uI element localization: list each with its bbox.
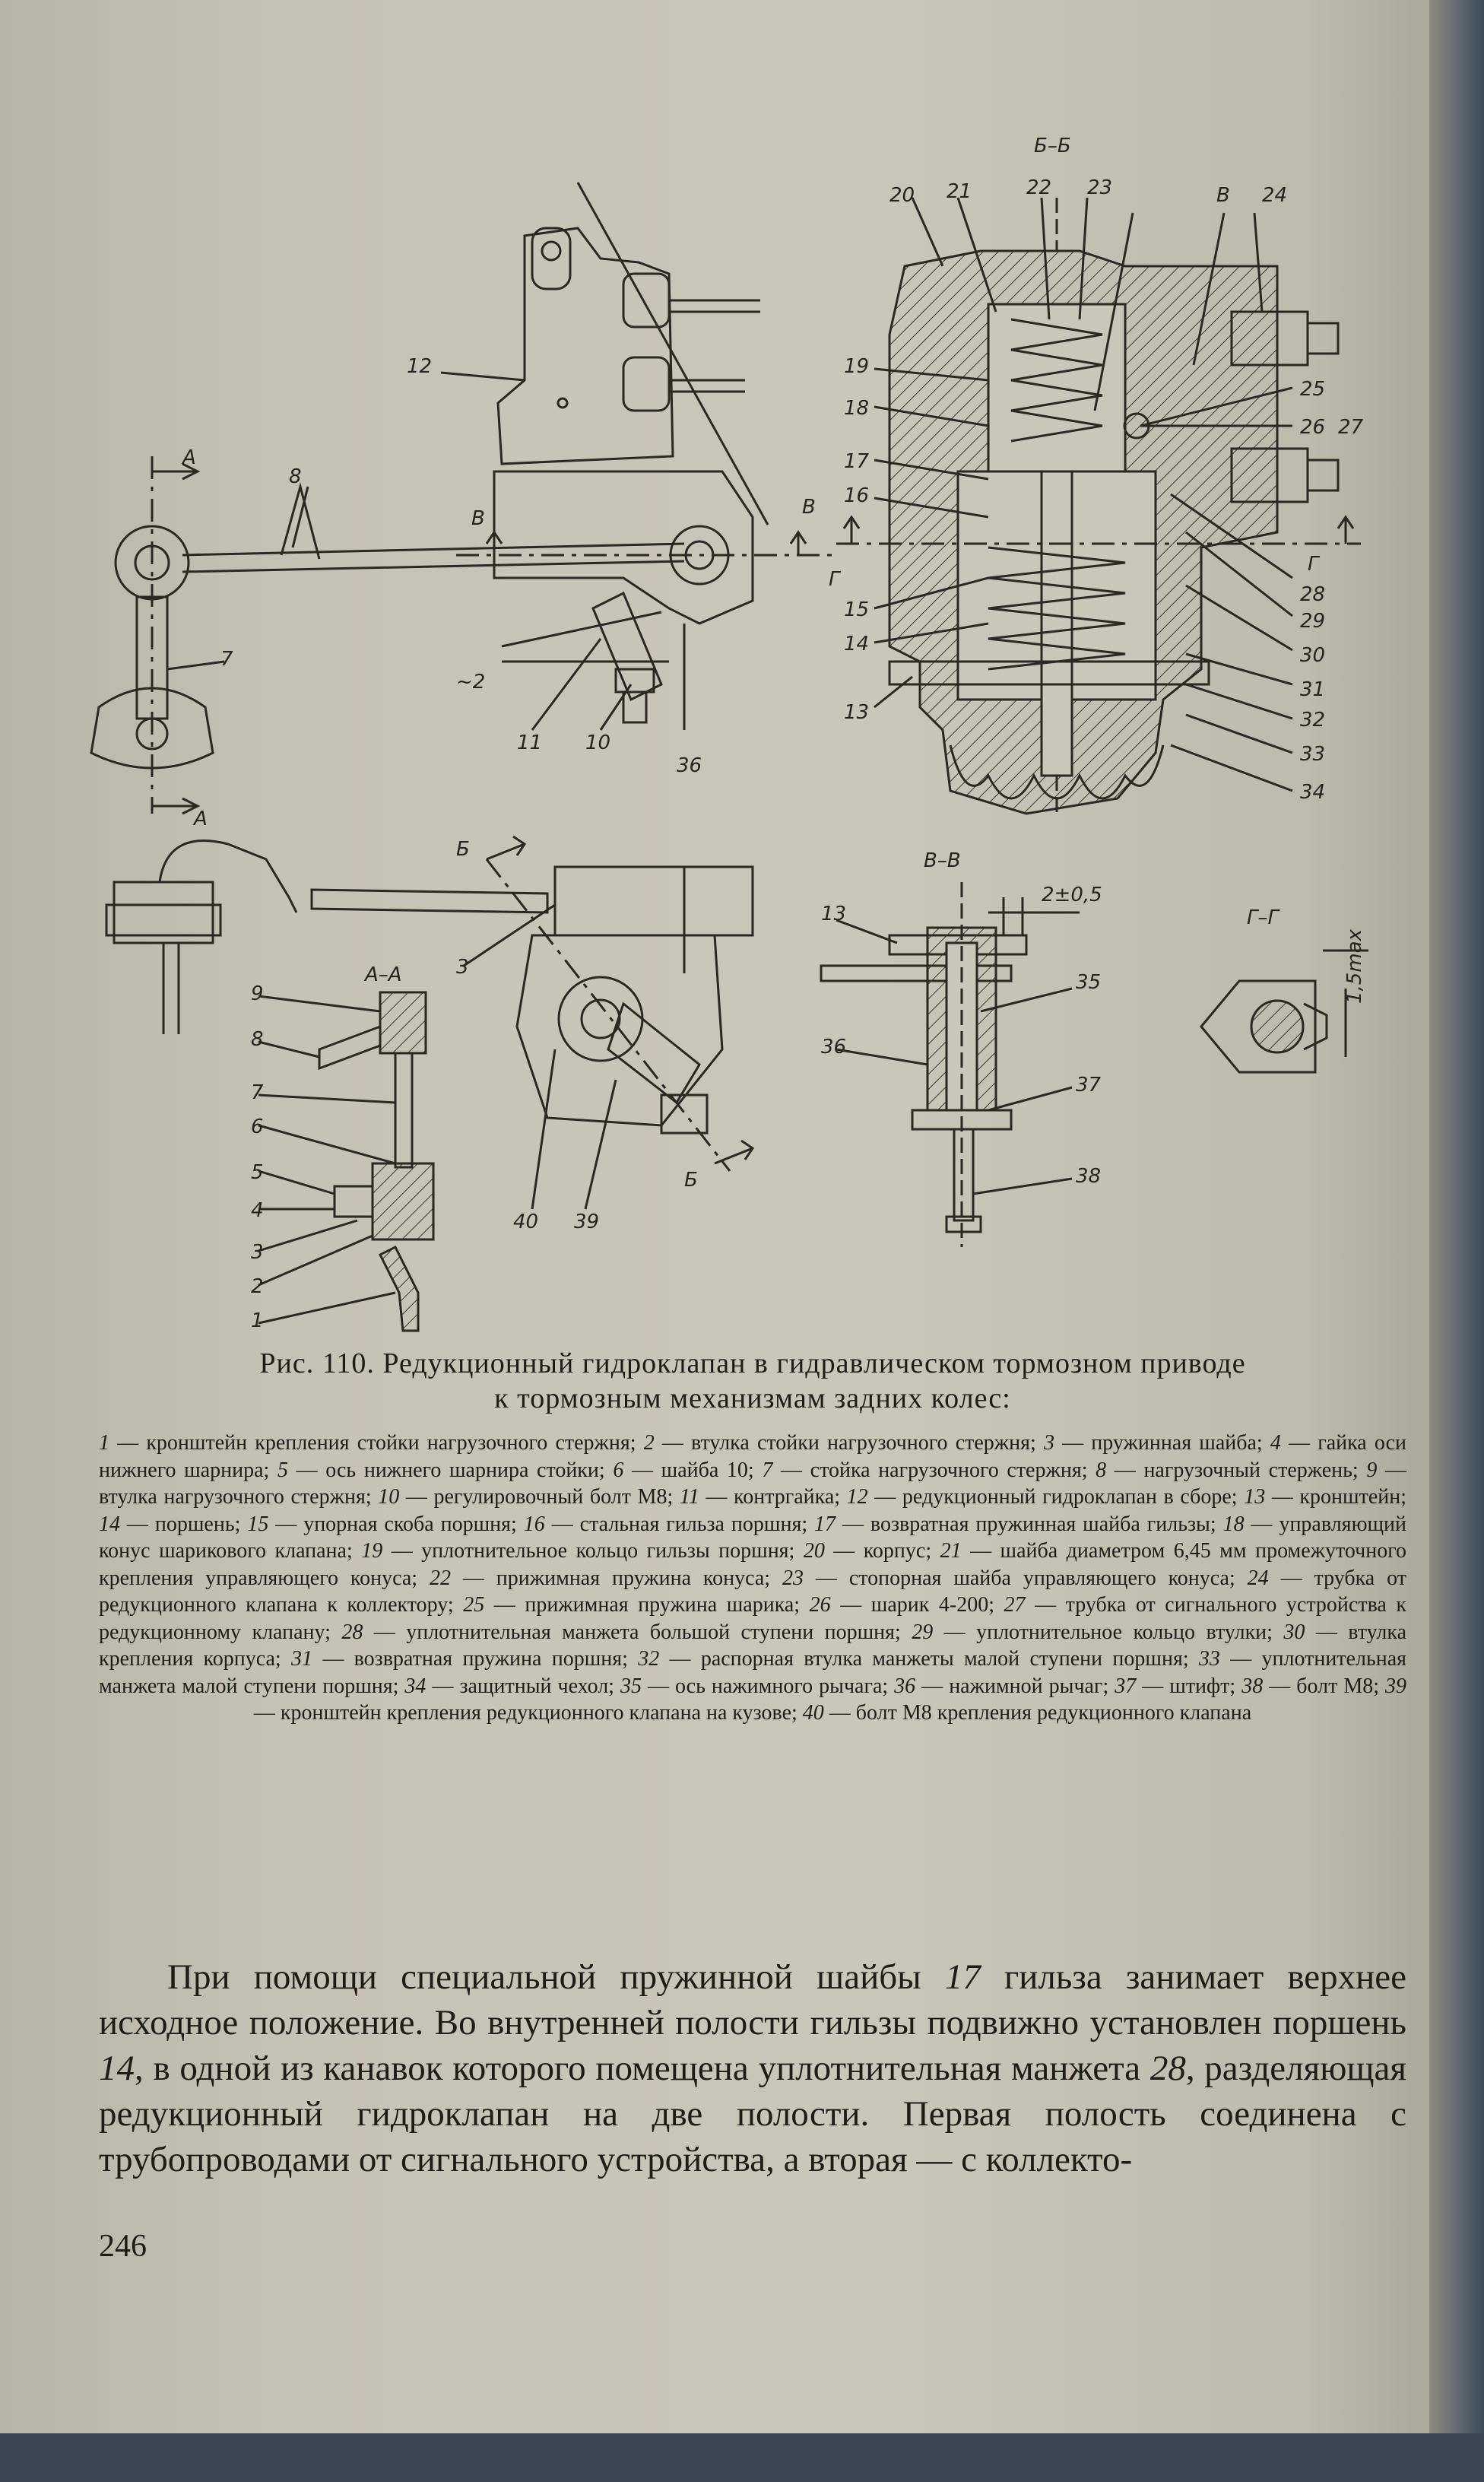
callout-9: 9 [251,982,264,1005]
callout-11: 11 [517,732,543,754]
background-surface [0,2433,1484,2482]
legend-text: — гайка оси нижнего шарнира; [99,1431,1406,1482]
callout-4: 4 [251,1199,264,1222]
callout-1: 1 [251,1309,264,1332]
callout-36-b: 36 [677,754,702,777]
section-label-bb: Б–Б [1034,135,1071,157]
callout-19: 19 [844,355,870,378]
callout-21: 21 [947,180,972,203]
callout-16: 16 [844,484,870,507]
callout-5: 5 [251,1161,264,1184]
reference-number: 28 [1149,2049,1186,2088]
callout-14: 14 [844,633,870,655]
legend-number: 7 [762,1458,773,1482]
legend-number: 22 [429,1566,451,1590]
section-label-gg: Г–Г [1247,906,1279,929]
legend-text: — втулка стойки нагрузочного стержня; [654,1431,1044,1455]
bracket-view [106,836,753,1209]
callout-3: 3 [251,1241,264,1264]
callout-18: 18 [844,397,870,420]
legend-text: — распорная втулка манжеты малой ступени поршня; [659,1647,1199,1671]
cut-mark-v-right: В [802,496,816,519]
legend-number: 33 [1198,1647,1220,1671]
legend-text: — кронштейн крепления стойки нагрузочного стержня; [109,1431,644,1455]
callout-7-top: 7 [220,648,233,671]
legend-number: 16 [523,1512,545,1536]
legend-text: — втулка нагрузочного стержня; [99,1458,1406,1509]
legend-number: 13 [1244,1485,1266,1509]
reference-number: 17 [944,1957,981,1997]
legend-text: — трубка от сигнального устройства к редукционному клапану; [99,1593,1407,1644]
legend-number: 6 [613,1458,624,1482]
legend-number: 2 [643,1431,655,1455]
legend-text: — управляющий конус шарикового клапана; [99,1512,1407,1563]
legend-number: 8 [1096,1458,1107,1482]
callout-12: 12 [407,355,433,378]
section-label-vv: В–В [924,849,961,872]
body-text-run: При помощи специальной пружинной шайбы [167,1957,945,1997]
page-edge-shadow [1429,0,1484,2482]
legend-number: 5 [277,1458,288,1482]
callout-3-mid: 3 [456,956,469,979]
callout-39: 39 [574,1211,600,1233]
legend-number: 29 [912,1620,934,1644]
callout-13: 13 [821,903,847,925]
callout-30: 30 [1300,644,1326,667]
section-bb [836,198,1361,817]
legend-number: 34 [404,1674,426,1698]
page-number: 246 [99,2229,147,2264]
legend-text: — редукционный гидроклапан в сборе; [867,1485,1245,1509]
dimension-angle: ~2 [456,671,486,694]
callout-15: 15 [844,598,870,621]
legend-number: 12 [846,1485,868,1509]
legend-number: 27 [1004,1593,1026,1617]
legend-text: — регулировочный болт М8; [399,1485,680,1509]
callout-8: 8 [251,1028,264,1051]
callout-8-top: 8 [289,465,302,488]
body-paragraph [99,1954,1406,2182]
legend-number: 21 [940,1539,962,1563]
cut-mark-a-bottom: А [194,808,208,830]
callout-37: 37 [1076,1074,1102,1097]
callout-20: 20 [889,184,915,207]
reference-number: 14 [99,2049,135,2088]
callout-24: 24 [1262,184,1288,207]
legend-text: — болт М8 крепления редукционного клапана [823,1701,1252,1725]
callout-40: 40 [513,1211,539,1233]
callout-17: 17 [844,450,870,473]
legend-text: — прижимная пружина конуса; [450,1566,782,1590]
legend-number: 10 [378,1485,400,1509]
legend-number: 20 [803,1539,825,1563]
legend-text: — стальная гильза поршня; [544,1512,815,1536]
callout-34: 34 [1300,781,1326,804]
legend-number: 39 [1385,1674,1407,1698]
legend-number: 31 [291,1647,313,1671]
legend-number: 38 [1241,1674,1264,1698]
body-text-run: , разделяющая редукционный гидроклапан на две полости. Первая полость соединена с трубопроводами от сигнального устройства, а вторая — с коллекто- [99,2049,1406,2179]
legend-text: — ось нажимного рычага; [641,1674,895,1698]
dimension-gap: 2±0,5 [1042,884,1102,906]
legend-text: — возвратная пружина поршня; [312,1647,639,1671]
callout-32: 32 [1300,709,1326,732]
figure-caption [99,1346,1406,1416]
legend-number: 28 [341,1620,363,1644]
legend-number: 26 [809,1593,831,1617]
legend-text: — втулка крепления корпуса; [99,1620,1406,1671]
callout-33: 33 [1300,743,1326,766]
callout-10: 10 [585,732,611,754]
caption-line-2: к тормозным механизмам задних колес: [494,1382,1011,1414]
callout-2: 2 [251,1275,264,1298]
legend-text: — шайба диаметром 6,45 мм промежуточного крепления управляющего конуса; [99,1539,1407,1590]
callout-28: 28 [1300,583,1326,606]
callout-7: 7 [251,1081,264,1104]
legend-text: — ось нижнего шарнира стойки; [287,1458,614,1482]
legend-text: — поршень; [120,1512,248,1536]
legend-number: 37 [1115,1674,1137,1698]
legend-text: — корпус; [824,1539,940,1563]
callout-31: 31 [1300,678,1326,701]
legend-number: 19 [361,1539,383,1563]
legend-number: 15 [247,1512,269,1536]
legend-text: — уплотнительное кольцо гильзы поршня; [382,1539,804,1563]
body-text-run: гильза занимает верхнее исходное положение. Во внутренней полости гильзы подвижно установлен поршень [99,1957,1406,2042]
callout-38: 38 [1076,1165,1102,1188]
legend-number: 40 [802,1701,824,1725]
callout-22: 22 [1026,176,1052,199]
valve-assembly-view [91,182,836,814]
legend-number: 14 [99,1512,120,1536]
legend-number: 23 [782,1566,804,1590]
callout-13-b: 13 [844,701,870,724]
section-vv [821,882,1080,1247]
legend-number: 1 [99,1431,109,1455]
figure-legend [99,1430,1406,1727]
legend-text: — пружинная шайба; [1054,1431,1270,1455]
legend-text: — стойка нагрузочного стержня; [772,1458,1096,1482]
legend-text: — шайба 10; [623,1458,763,1482]
legend-text: — уплотнительная манжета малой ступени поршня; [99,1647,1407,1698]
callout-6: 6 [251,1116,264,1138]
legend-text: — возвратная пружинная шайба гильзы; [836,1512,1223,1536]
section-label-aa: А–А [365,963,402,986]
dimension-max: 1,5max [1343,929,1366,1004]
section-aa [258,992,433,1331]
legend-text: — болт М8; [1263,1674,1386,1698]
legend-number: 3 [1043,1431,1054,1455]
legend-text: — нагрузочный стержень; [1106,1458,1367,1482]
legend-text: — уплотнительная манжета большой ступени поршня; [363,1620,912,1644]
legend-text: — нажимной рычаг; [915,1674,1115,1698]
callout-23: 23 [1087,176,1113,199]
legend-text: — трубка от редукционного клапана к коллектору; [99,1566,1406,1617]
legend-text: — штифт; [1136,1674,1242,1698]
legend-number: 25 [463,1593,485,1617]
legend-number: 18 [1222,1512,1245,1536]
caption-line-1: Рис. 110. Редукционный гидроклапан в гидравлическом тормозном приводе [259,1347,1246,1379]
callout-36: 36 [821,1036,847,1058]
legend-number: 9 [1366,1458,1378,1482]
callout-29: 29 [1300,610,1326,633]
cut-mark-v-left: В [471,507,485,530]
legend-text: — стопорная шайба управляющего конуса; [804,1566,1248,1590]
cut-mark-g-right: Г [1308,553,1319,576]
cut-mark-g-left: Г [829,568,840,591]
legend-text: — прижимная пружина шарика; [484,1593,810,1617]
legend-number: 30 [1283,1620,1305,1644]
callout-35: 35 [1076,971,1102,994]
legend-text: — защитный чехол; [426,1674,620,1698]
legend-text: — упорная скоба поршня; [268,1512,524,1536]
legend-text: — кронштейн крепления редукционного клапана на кузове; [253,1701,803,1725]
cut-mark-b-top: Б [456,838,470,861]
callout-27: 27 [1338,416,1364,439]
legend-number: 17 [814,1512,836,1536]
cut-mark-b-bottom: Б [684,1169,698,1192]
legend-text: — кронштейн; [1265,1485,1406,1509]
legend-number: 36 [894,1674,916,1698]
legend-text: — уплотнительное кольцо втулки; [933,1620,1284,1644]
legend-number: 32 [638,1647,660,1671]
callout-25: 25 [1300,378,1326,401]
legend-text: — шарик 4-200; [830,1593,1004,1617]
legend-number: 35 [620,1674,642,1698]
legend-number: 11 [679,1485,699,1509]
cut-mark-v-upper: В [1216,184,1230,207]
callout-26: 26 [1300,416,1326,439]
cut-mark-a-top: А [182,446,196,469]
legend-number: 4 [1270,1431,1281,1455]
body-text-run: , в одной из канавок которого помещена уплотнительная манжета [135,2049,1150,2088]
legend-number: 24 [1247,1566,1269,1590]
legend-text: — контргайка; [699,1485,847,1509]
